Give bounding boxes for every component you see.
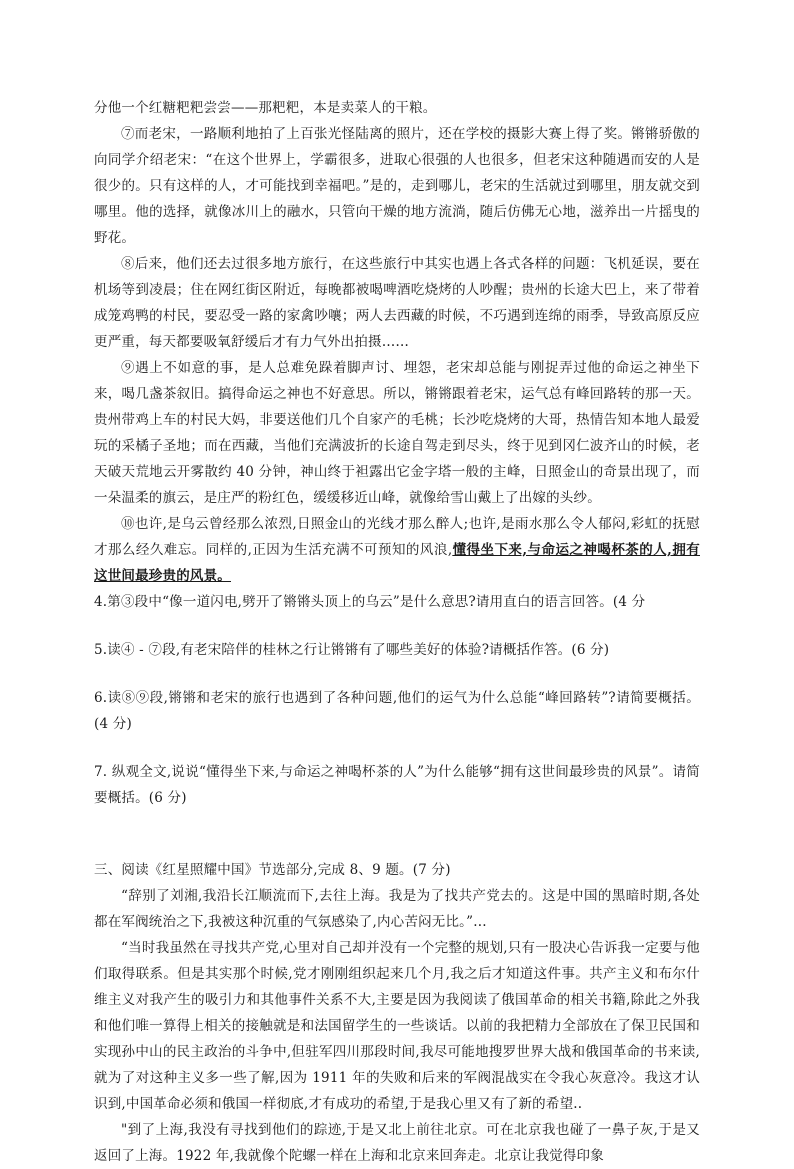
answer-space-5	[94, 663, 700, 685]
question-5: 5.读④ - ⑦段,有老宋陪伴的桂林之行让锵锵有了哪些美好的体验?请概括作答。(6 分)	[94, 642, 610, 658]
passage-continuation: 分他一个红糖粑粑尝尝——那粑粑，本是卖菜人的干粮。	[94, 100, 437, 116]
question-7: 7. 纵观全文,说说“懂得坐下来,与命运之神喝杯茶的人”为什么能够“拥有这世间最珍贵的风景”。请简要概括。(6 分)	[94, 764, 700, 806]
passage-paragraph-9: ⑨遇上不如意的事，是人总难免跺着脚声讨、埋怨，老宋却总能与刚捉弄过他的命运之神坐下来，喝几盏茶叙旧。搞得命运之神也不好意思。所以，锵锵跟着老宋，运气总有峰回路转的那一天。贵州带鸡上车的村民大妈，非要送他们几个自家产的毛桃；长沙吃烧烤的大哥，热情告知本地人最爱玩的采橘子圣地；而在西藏，当他们充满波折的长途自驾走到尽头，终于见到冈仁波齐山的时候，老天破天荒地云开雾散约 40 分钟，神山终于袒露出它金字塔一般的主峰，日照金山的奇景出现了，而一朵温柔的旗云，是庄严的粉红色，缓缓移近山峰，就像给雪山戴上了出嫁的头纱。	[94, 360, 700, 506]
question-4: 4.第③段中“像一道闪电,劈开了锵锵头顶上的乌云”是什么意思?请用直白的语言回答。(4 分	[94, 594, 646, 610]
section-3-paragraph-3: "到了上海,我没有寻找到他们的踪迹,于是又北上前往北京。可在北京我也碰了一鼻子灰,于是又返回了上海。1922 年,我就像个陀螺一样在上海和北京来回奔走。北京让我觉得印象	[94, 1122, 700, 1164]
question-6: 6.读⑧⑨段,锵锵和老宋的旅行也遇到了各种问题,他们的运气为什么总能“峰回路转”?请简要概括。(4 分)	[94, 690, 700, 732]
answer-space-7	[94, 811, 700, 857]
paragraph-10-text: ⑩也许,是乌云曾经那么浓烈,日照金山的光线才那么醉人;也许,是雨水那么令人郁闷,彩虹的抚慰才那么经久难忘。同样的,正因为生活充满不可预知的风浪,	[94, 516, 700, 558]
section-3-paragraph-1: “辞别了刘湘,我沿长江顺流而下,去往上海。我是为了找共产党去的。这是中国的黑暗时期,各处都在军阀统治之下,我被这种沉重的气氛感染了,内心苦闷无比。”...	[94, 888, 700, 930]
passage-paragraph-8: ⑧后来，他们还去过很多地方旅行，在这些旅行中其实也遇上各式各样的问题：飞机延误，要在机场等到凌晨；住在网红街区附近，每晚都被喝啤酒吃烧烤的人吵醒；贵州的长途大巴上，来了带着成笼鸡鸭的村民，要忍受一路的家禽吵嚷；两人去西藏的时候，不巧遇到连绵的雨季，导致高原反应更严重，每天都要吸氧舒缓后才有力气外出拍摄……	[94, 256, 700, 350]
answer-space-6	[94, 737, 700, 759]
paragraph-10-underlined-sentence: 懂得坐下来,与命运之神喝杯茶的人,拥有这世间最珍贵的风景。	[94, 542, 700, 584]
passage-paragraph-7: ⑦而老宋，一路顺利地拍了上百张光怪陆离的照片，还在学校的摄影大赛上得了奖。锵锵骄傲的向同学介绍老宋：“在这个世界上，学霸很多，进取心很强的人也很多，但老宋这种随遇而安的人是很少的。只有这样的人，才可能找到幸福吧。”是的，走到哪儿，老宋的生活就过到哪里，朋友就交到哪里。他的选择，就像冰川上的融水，只管向干燥的地方流淌，随后仿佛无心地，滋养出一片摇曳的野花。	[94, 126, 700, 246]
section-3-paragraph-2: “当时我虽然在寻找共产党,心里对自己却并没有一个完整的规划,只有一股决心告诉我一定要与他们取得联系。但是其实那个时候,党才刚刚组织起来几个月,我之后才知道这件事。共产主义和布尔什维主义对我产生的吸引力和其他事件关系不大,主要是因为我阅读了俄国革命的相关书籍,除此之外我和他们唯一算得上相关的接触就是和法国留学生的一些谈话。以前的我把精力全部放在了保卫民国和实现孙中山的民主政治的斗争中,但驻军四川那段时间,我尽可能地搜罗世界大战和俄国革命的书来读,就为了对这种主义多一些了解,因为 1911 年的失败和后来的军阀混战实在令我心灰意冷。我这才认识到,中国革命必须和俄国一样彻底,才有成功的希望,于是我心里又有了新的希望..	[94, 940, 700, 1112]
answer-space-4	[94, 615, 700, 637]
section-3-title: 三、阅读《红星照耀中国》节选部分,完成 8、9 题。(7 分)	[94, 862, 451, 878]
passage-paragraph-10	[94, 511, 700, 589]
